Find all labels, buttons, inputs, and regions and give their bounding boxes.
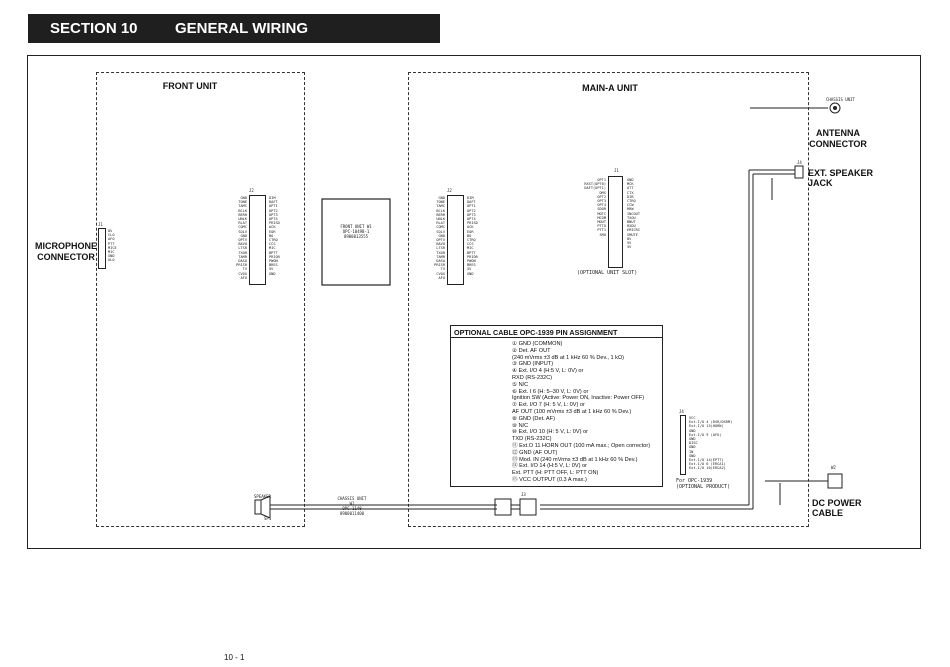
j4-pin: Ext.I/O 9 (AFO): [689, 432, 722, 437]
j4-label: J4: [679, 409, 684, 414]
front-j2-pin: OPT3: [269, 212, 278, 217]
main-j2-pin: COMC: [436, 225, 445, 230]
slot-pin: 8V: [627, 236, 632, 241]
front-j2-pin: PRISD: [269, 221, 280, 226]
front-j2-pin: CTRQ: [269, 238, 278, 243]
section-title: GENERAL WIRING: [175, 20, 309, 37]
slot-pin: CTX: [627, 190, 634, 195]
slot-pin: TXOU: [627, 215, 636, 220]
j4-pin: IN: [689, 449, 694, 454]
main-j2-pin: BRES: [467, 263, 476, 268]
main-j2-pin: TV: [440, 267, 445, 272]
main-j2-pin: TONE: [436, 200, 445, 205]
slot-pin: EMICRI: [627, 228, 640, 233]
main-j2-pin: BO: [467, 233, 472, 238]
main-j2-pin: DASA: [436, 259, 445, 264]
front-j2-right-pins: [269, 196, 280, 276]
main-j2-pin: PRIOR: [467, 254, 478, 259]
slot-pin: PTT1: [597, 228, 606, 233]
for-opc-label: For OPC-1939 (OPTIONAL PRODUCT): [676, 478, 731, 490]
front-j2-pin: TXOR: [238, 250, 247, 255]
optional-unit-slot-label: (OPTIONAL UNIT SLOT): [577, 270, 638, 276]
slot-pin: SDOR: [597, 207, 606, 212]
j4-pin: Ext.I/O 10(ERCA2): [689, 466, 726, 471]
slot-pin: CTRQ: [627, 199, 636, 204]
j4-pin: DISC: [689, 441, 698, 446]
front-j2-label: J2: [249, 188, 254, 193]
j4-pin: VCC: [689, 416, 696, 420]
opc-title: OPTIONAL CABLE OPC-1939 PIN ASSIGNMENT: [454, 328, 618, 337]
front-j2-pin: MIC: [269, 246, 276, 251]
main-j2-pin: TXOR: [436, 250, 445, 255]
mic-pin: AFO: [108, 237, 115, 242]
front-j2-pin: PWON: [269, 259, 278, 264]
front-j2-pin: SQLV: [238, 229, 247, 234]
slot-pin: SMO: [599, 232, 606, 237]
front-j2-pin: BAVO: [238, 242, 247, 247]
front-unit-label: FRONT UNIT: [162, 81, 218, 91]
slot-pin: DIB: [627, 194, 634, 199]
opc-item: ⑭ Ext. I/O 14 (H:5 V, L: 0V) or: [512, 463, 588, 470]
slot-pin: GND: [627, 178, 634, 182]
front-j2-pin: CVOX: [238, 271, 247, 276]
slot-pin: OPT3: [597, 199, 606, 204]
front-j2-pin: DASA: [238, 259, 247, 264]
front-j2-pin: UNLK: [238, 217, 247, 222]
opc-item: AF OUT (100 mVrms ±3 dB at 1 kHz 60 % Dev.): [512, 408, 632, 415]
front-j2-pin: TAMR: [238, 254, 247, 259]
main-j2-pin: PWON: [467, 259, 476, 264]
mic-pin: CLO: [108, 233, 115, 238]
front-j2-pin: BRES: [269, 263, 278, 268]
slot-pin: RXDU: [627, 224, 636, 229]
main-j2-pin: EOR: [467, 229, 474, 234]
front-cable-label: FRONT UNIT W1 OPC-1049B-1 8900013555: [340, 224, 372, 239]
slot-pin: PTTO: [597, 224, 606, 229]
main-j2-pin: 5V: [467, 267, 472, 272]
opc-item: TXD (RS-232C): [512, 436, 552, 443]
opc-item: ② Det. AF OUT: [512, 347, 551, 354]
j4-top-label: J4: [797, 160, 802, 165]
slot-pin: 5V: [627, 241, 632, 246]
front-j2-pin: BO: [269, 233, 274, 238]
main-j2-pin: BCLK: [436, 208, 445, 213]
w2-label: W2: [831, 465, 836, 470]
speaker-label: SPEAKER: [254, 494, 271, 499]
front-j2-pin: COMC: [238, 225, 247, 230]
opc-item: ④ Ext. I/O 4 (H:5 V, L: 0V) or: [512, 368, 584, 375]
front-j2-pin: ACK: [269, 225, 276, 230]
slot-pin: RXST(OPT0): [584, 182, 606, 187]
main-j2-pin: OPTV: [436, 238, 445, 243]
front-j2-pin: 5V: [269, 267, 274, 272]
opc-pin-assignment-box: [450, 325, 663, 487]
front-j2-pin: CCS: [269, 242, 276, 247]
slot-pin: INCOUT: [627, 211, 640, 216]
j4-pin: GND: [689, 453, 696, 458]
front-j2-pin: BERR: [238, 212, 247, 217]
front-j2-pin: TONE: [238, 200, 247, 205]
opc-item: ⑥ Ext. I 6 (H: 5–30 V, L: 0V) or: [512, 388, 589, 395]
slot-pin: OPT1: [597, 178, 606, 182]
main-j2-pin: CCS: [467, 242, 474, 247]
front-j2-left-pins: [229, 196, 247, 280]
mic-pin: 8V: [108, 229, 113, 233]
j4-pin: Ext.I/O 4 (DSR/DSRM): [689, 420, 733, 425]
slot-pin: MCOM: [597, 215, 606, 220]
main-j2-pin: DIM: [467, 196, 474, 200]
opc-item: (240 mVrms ±3 dB at 1 kHz 60 % Dev., 1 kΩ): [512, 354, 625, 361]
opc-item: ⑩ Ext. I/O 10 (H: 5 V, L: 0V) or: [512, 429, 589, 436]
main-j2-pin: PRISR: [434, 263, 445, 268]
front-j2-pin: OPT4: [269, 217, 278, 222]
j4-pin: GND: [689, 428, 696, 433]
slot-pin: RRW: [627, 207, 634, 212]
main-j2-pin: MIC: [467, 246, 474, 251]
j4-pin: GND: [689, 445, 696, 450]
main-j2-block: [447, 195, 464, 285]
opc-item: ⑬ Mod. IN (240 mVrms ±3 dB at 1 kHz 60 % Dev.): [512, 456, 638, 463]
speaker-cable-label: CHASSIS UNIT W1 OPC-1148 8900011400: [337, 496, 367, 516]
front-j2-pin: GND: [269, 271, 276, 276]
j4-block: [680, 415, 686, 475]
mic-pin: GND: [108, 254, 115, 259]
opc-title-divider: [451, 337, 662, 338]
front-j2-pin: OPT2: [269, 208, 278, 213]
opc-item: ③ GND (INPUT): [512, 361, 554, 368]
front-j2-pin: GND: [240, 233, 247, 238]
opc-item: ⑪ Ext.O 11 HORN OUT (100 mA max.; Open corrector): [512, 442, 651, 449]
main-j2-pin: RLAT: [436, 221, 445, 226]
opc-item: Ignition SW (Active: Power ON, Inactive: Power OFF): [512, 395, 645, 402]
j4-pin: GND: [689, 437, 696, 442]
front-j2-pin: LTSR: [238, 246, 247, 251]
main-j2-pin: GND: [438, 196, 445, 200]
mic-pin: MIC: [108, 250, 115, 255]
page-number: 10 - 1: [224, 653, 245, 662]
main-j2-label: J2: [447, 188, 452, 193]
front-j2-block: [249, 195, 266, 285]
sp1-label: SP1: [264, 516, 272, 521]
j4-pin: Ext.I/O 14(EPTT): [689, 458, 724, 463]
opc-item: RXD (RS-232C): [512, 374, 553, 381]
opc-item: Ext. PTT (H: PTT OFF, L: PTT ON): [512, 470, 599, 477]
slot-pin: ATT: [627, 186, 634, 191]
mic-pin: PTT: [108, 241, 115, 246]
main-j2-pin: GND: [467, 271, 474, 276]
main-j2-pin: AFO: [438, 275, 445, 280]
slot-pin: BNUT: [627, 220, 636, 225]
main-j2-left-pins: [425, 196, 445, 280]
opc-item: ⑨ N/C: [512, 422, 529, 429]
slot-pin: OPT2: [597, 194, 606, 199]
front-j2-pin: BCLK: [238, 208, 247, 213]
main-j2-pin: TAMC: [436, 204, 445, 209]
mic-pin: MICE: [108, 245, 117, 250]
main-j2-pin: DAFT: [467, 200, 476, 205]
slot-pin: DMS: [599, 190, 606, 195]
slot-right-pins: [627, 178, 640, 249]
front-j2-pin: OPTV: [238, 238, 247, 243]
j4-pin: Ext.I/O 6 (ERCA1): [689, 462, 726, 467]
main-j2-pin: SQLV: [436, 229, 445, 234]
slot-pin: MCK: [627, 182, 634, 187]
opc-item: ⑧ GND (Det. AF): [512, 415, 555, 422]
front-j2-pin: TAMC: [238, 204, 247, 209]
main-j2-pin: LTSR: [436, 246, 445, 251]
main-j2-pin: TAMR: [436, 254, 445, 259]
j4-pin: Ext.I/O 13(HORN): [689, 424, 724, 429]
front-j2-pin: AFO: [240, 275, 247, 280]
main-j2-right-pins: [467, 196, 478, 276]
main-j2-pin: OPT2: [467, 208, 476, 213]
slot-pin: OPT4: [597, 203, 606, 208]
slot-pin: CCW: [627, 203, 634, 208]
slot-left-pins: [565, 178, 606, 237]
main-j2-pin: OPT4: [467, 217, 476, 222]
mic-pin: ULO: [108, 258, 115, 263]
mic-pin-list: [108, 229, 117, 263]
slot-pin: 5V: [627, 245, 632, 250]
slot-pin: MOTC: [597, 211, 606, 216]
main-j2-pin: ACK: [467, 225, 474, 230]
main-j2-pin: CVOX: [436, 271, 445, 276]
slot-pin: SMUTE: [627, 232, 638, 237]
opc-item: ⑫ GND (AF OUT): [512, 449, 558, 456]
dc-power-cable-label: DC POWER CABLE: [812, 498, 862, 518]
chassis-unit-top-label: CHASSIS UNIT: [826, 97, 855, 102]
antenna-connector-label: ANTENNA CONNECTOR: [809, 128, 867, 149]
opc-item: ⑤ N/C: [512, 381, 529, 388]
slot-j1-label: J1: [614, 168, 619, 173]
main-j2-pin: PRISD: [467, 221, 478, 226]
front-j2-pin: PRISR: [236, 263, 247, 268]
front-j2-pin: DAFT: [269, 200, 278, 205]
front-j2-pin: EOR: [269, 229, 276, 234]
section-number: SECTION 10: [50, 20, 138, 37]
ext-speaker-jack-label: EXT. SPEAKER JACK: [808, 168, 874, 188]
main-j2-pin: BAVO: [436, 242, 445, 247]
front-j2-pin: OPT1: [269, 204, 278, 209]
front-j2-pin: TV: [242, 267, 247, 272]
main-j2-pin: UNLK: [436, 217, 445, 222]
j4-pin-list: [689, 416, 732, 471]
main-j2-pin: BPTT: [467, 250, 476, 255]
microphone-connector-label: MICROPHONE CONNECTOR: [35, 241, 98, 262]
main-j2-pin: OPT3: [467, 212, 476, 217]
slot-pin: DAFT(OPT1): [584, 186, 606, 191]
main-j2-pin: GND: [438, 233, 445, 238]
main-j2-pin: OPT1: [467, 204, 476, 209]
j3-label: J3: [521, 492, 526, 497]
front-j2-pin: GND: [240, 196, 247, 200]
slot-block: [608, 176, 623, 268]
main-j2-pin: CTRQ: [467, 238, 476, 243]
slot-pin: MOUT: [597, 220, 606, 225]
front-j2-pin: BPTT: [269, 250, 278, 255]
mic-connector-block: [98, 228, 106, 269]
front-j2-pin: RLAT: [238, 221, 247, 226]
front-j2-pin: PRIOR: [269, 254, 280, 259]
mic-j1-label: J1: [98, 222, 103, 227]
main-a-unit-label: MAIN-A UNIT: [582, 83, 638, 93]
opc-items: [512, 341, 650, 484]
opc-item: ⑦ Ext. I/O 7 (H: 5 V, L: 0V) or: [512, 402, 585, 409]
main-j2-pin: BERR: [436, 212, 445, 217]
opc-item: ⑮ VCC OUTPUT (0.3 A max.): [512, 476, 587, 483]
front-j2-pin: DIM: [269, 196, 276, 200]
opc-item: ① GND (COMMON): [512, 341, 563, 347]
